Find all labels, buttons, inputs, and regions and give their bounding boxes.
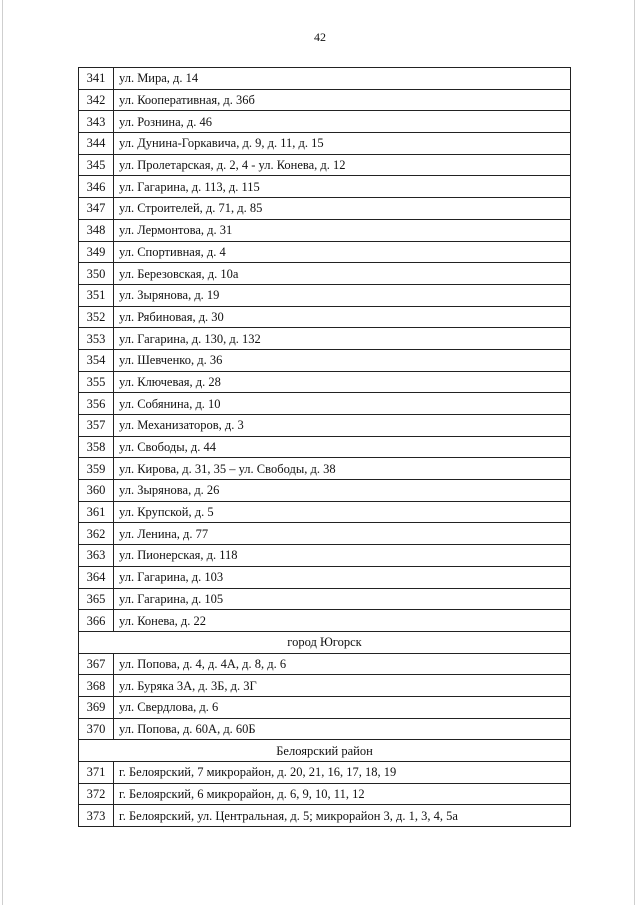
- scan-edge-right: [634, 0, 635, 905]
- row-number: 343: [79, 111, 114, 133]
- table-row: [79, 349, 571, 371]
- table-row: [79, 436, 571, 458]
- row-number: 365: [79, 588, 114, 610]
- scan-edge-left: [2, 0, 3, 905]
- row-number: 360: [79, 480, 114, 502]
- row-address: ул. Шевченко, д. 36: [114, 349, 571, 371]
- row-address: ул. Механизаторов, д. 3: [114, 415, 571, 437]
- row-number: 352: [79, 306, 114, 328]
- row-address: ул. Свердлова, д. 6: [114, 696, 571, 718]
- row-address: ул. Гагарина, д. 130, д. 132: [114, 328, 571, 350]
- row-address: ул. Зырянова, д. 19: [114, 284, 571, 306]
- table-row: [79, 219, 571, 241]
- table-row: [79, 68, 571, 90]
- address-table-body: [79, 68, 571, 827]
- row-address: г. Белоярский, ул. Центральная, д. 5; микрорайон 3, д. 1, 3, 4, 5а: [114, 805, 571, 827]
- row-number: 356: [79, 393, 114, 415]
- table-row: [79, 566, 571, 588]
- table-row: [79, 111, 571, 133]
- row-address: ул. Рознина, д. 46: [114, 111, 571, 133]
- section-title: город Югорск: [79, 631, 571, 653]
- row-number: 342: [79, 89, 114, 111]
- section-header-row: [79, 740, 571, 762]
- row-address: ул. Зырянова, д. 26: [114, 480, 571, 502]
- row-address: ул. Конева, д. 22: [114, 610, 571, 632]
- row-address: ул. Собянина, д. 10: [114, 393, 571, 415]
- row-address: ул. Кирова, д. 31, 35 – ул. Свободы, д. 38: [114, 458, 571, 480]
- row-address: ул. Крупской, д. 5: [114, 501, 571, 523]
- row-address: ул. Пионерская, д. 118: [114, 545, 571, 567]
- row-number: 362: [79, 523, 114, 545]
- table-row: [79, 762, 571, 784]
- row-address: ул. Мира, д. 14: [114, 68, 571, 90]
- row-number: 372: [79, 783, 114, 805]
- table-row: [79, 588, 571, 610]
- row-number: 354: [79, 349, 114, 371]
- table-row: [79, 198, 571, 220]
- row-address: ул. Строителей, д. 71, д. 85: [114, 198, 571, 220]
- table-row: [79, 89, 571, 111]
- row-address: ул. Спортивная, д. 4: [114, 241, 571, 263]
- row-address: ул. Попова, д. 60А, д. 60Б: [114, 718, 571, 740]
- table-row: [79, 154, 571, 176]
- table-row: [79, 653, 571, 675]
- row-number: 373: [79, 805, 114, 827]
- table-row: [79, 545, 571, 567]
- table-row: [79, 328, 571, 350]
- row-number: 357: [79, 415, 114, 437]
- row-address: ул. Гагарина, д. 105: [114, 588, 571, 610]
- table-row: [79, 284, 571, 306]
- row-number: 371: [79, 762, 114, 784]
- row-number: 366: [79, 610, 114, 632]
- table-row: [79, 675, 571, 697]
- row-address: ул. Свободы, д. 44: [114, 436, 571, 458]
- table-row: [79, 718, 571, 740]
- row-number: 346: [79, 176, 114, 198]
- row-number: 364: [79, 566, 114, 588]
- table-row: [79, 696, 571, 718]
- row-number: 370: [79, 718, 114, 740]
- table-row: [79, 523, 571, 545]
- table-row: [79, 783, 571, 805]
- row-address: ул. Ленина, д. 77: [114, 523, 571, 545]
- table-row: [79, 371, 571, 393]
- row-address: г. Белоярский, 7 микрорайон, д. 20, 21, 16, 17, 18, 19: [114, 762, 571, 784]
- row-number: 353: [79, 328, 114, 350]
- row-number: 359: [79, 458, 114, 480]
- table-row: [79, 306, 571, 328]
- table-row: [79, 458, 571, 480]
- row-number: 367: [79, 653, 114, 675]
- row-address: ул. Дунина-Горкавича, д. 9, д. 11, д. 15: [114, 133, 571, 155]
- row-address: ул. Буряка 3А, д. 3Б, д. 3Г: [114, 675, 571, 697]
- row-address: ул. Попова, д. 4, д. 4А, д. 8, д. 6: [114, 653, 571, 675]
- table-row: [79, 241, 571, 263]
- row-number: 341: [79, 68, 114, 90]
- table-row: [79, 480, 571, 502]
- row-number: 349: [79, 241, 114, 263]
- table-row: [79, 263, 571, 285]
- row-address: ул. Березовская, д. 10а: [114, 263, 571, 285]
- row-number: 361: [79, 501, 114, 523]
- row-address: ул. Ключевая, д. 28: [114, 371, 571, 393]
- row-address: г. Белоярский, 6 микрорайон, д. 6, 9, 10, 11, 12: [114, 783, 571, 805]
- section-header-row: [79, 631, 571, 653]
- row-number: 363: [79, 545, 114, 567]
- row-number: 351: [79, 284, 114, 306]
- table-row: [79, 805, 571, 827]
- row-number: 348: [79, 219, 114, 241]
- row-number: 347: [79, 198, 114, 220]
- row-number: 345: [79, 154, 114, 176]
- table-row: [79, 501, 571, 523]
- row-number: 355: [79, 371, 114, 393]
- address-table: [78, 67, 571, 827]
- row-address: ул. Гагарина, д. 103: [114, 566, 571, 588]
- table-row: [79, 610, 571, 632]
- row-number: 368: [79, 675, 114, 697]
- row-number: 344: [79, 133, 114, 155]
- table-row: [79, 176, 571, 198]
- page-number: 42: [314, 30, 326, 44]
- table-row: [79, 415, 571, 437]
- row-address: ул. Гагарина, д. 113, д. 115: [114, 176, 571, 198]
- row-number: 350: [79, 263, 114, 285]
- section-title: Белоярский район: [79, 740, 571, 762]
- row-number: 369: [79, 696, 114, 718]
- row-address: ул. Рябиновая, д. 30: [114, 306, 571, 328]
- table-row: [79, 133, 571, 155]
- row-number: 358: [79, 436, 114, 458]
- row-address: ул. Кооперативная, д. 36б: [114, 89, 571, 111]
- row-address: ул. Лермонтова, д. 31: [114, 219, 571, 241]
- table-row: [79, 393, 571, 415]
- row-address: ул. Пролетарская, д. 2, 4 - ул. Конева, д. 12: [114, 154, 571, 176]
